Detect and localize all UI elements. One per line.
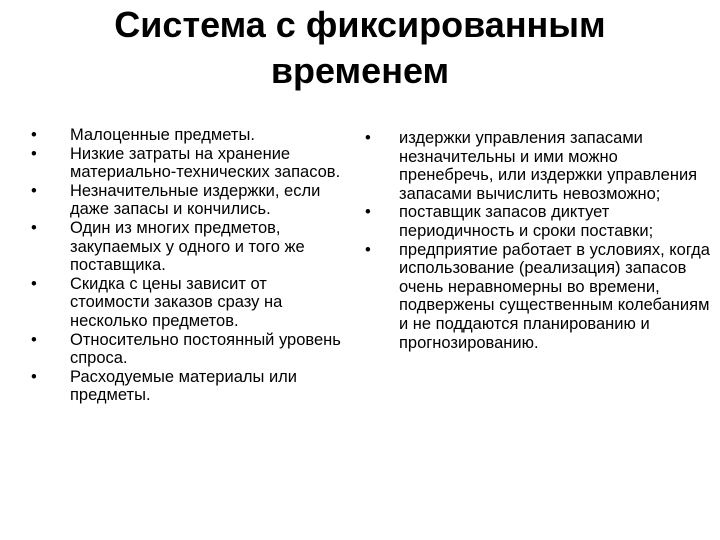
left-list-item-4: • Один из многих предметов, закупаемых у одного и того же поставщика.: [28, 219, 350, 275]
slide-title: [0, 2, 720, 94]
left-list-item-1: • Малоценные предметы.: [28, 126, 350, 145]
slide-title-line-2: временем: [270, 50, 450, 91]
left-list-item-5: • Скидка с цены зависит от стоимости заказов сразу на несколько предметов.: [28, 275, 350, 331]
left-list-item-6: • Относительно постоянный уровень спроса.: [28, 331, 350, 368]
right-bullet-list: [362, 129, 712, 352]
right-list-item-3: • предприятие работает в условиях, когда использование (реализация) запасов очень неравномерны во времени, подвержены существенным колебаниям и не поддаются планированию и прогнозированию.: [362, 241, 712, 353]
left-list-item-3: • Незначительные издержки, если даже запасы и кончились.: [28, 182, 350, 219]
left-list-item-7: • Расходуемые материалы или предметы.: [28, 368, 350, 405]
right-list-item-1: • издержки управления запасами незначительны и ими можно пренебречь, или издержки управления запасами вычислить невозможно;: [362, 129, 712, 203]
right-list-item-2: • поставщик запасов диктует периодичность и сроки поставки;: [362, 203, 712, 240]
left-bullet-list: [28, 126, 350, 405]
slide-title-line-1: Система с фиксированным: [114, 4, 606, 45]
left-list-item-2: • Низкие затраты на хранение материально-технических запасов.: [28, 145, 350, 182]
